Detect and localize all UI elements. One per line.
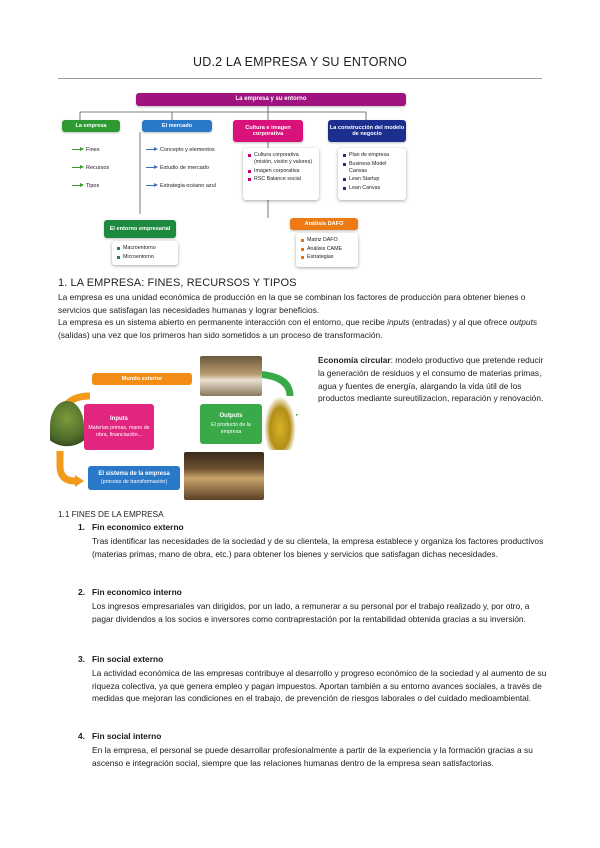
text-span: inputs [387, 317, 410, 327]
economia-circular-term: Economía circular [318, 355, 391, 365]
list-item: RSC Balance social [247, 176, 315, 183]
inputs-text: Materias primas, mano de obra, financiación... [88, 425, 150, 438]
el-mercado-list [146, 141, 216, 195]
sistema-empresa-box [88, 466, 180, 490]
list-item: Matriz DAFO [300, 237, 354, 244]
node-modelo-negocio: La construcción del modelo de negocio [328, 120, 406, 142]
node-el-mercado: El mercado [142, 120, 212, 132]
list-item: Lean Canvas [342, 185, 402, 192]
list-item: Business Model Canvas [342, 161, 402, 175]
page-title: UD.2 LA EMPRESA Y SU ENTORNO [192, 55, 407, 69]
list-item: Macroentorno [116, 245, 174, 252]
entorno-list [112, 241, 178, 265]
text-span: outputs [509, 317, 538, 327]
item-text: La actividad económica de las empresas contribuye al desarrollo y progreso económico de la sociedad y al aumento de su riqueza colectiva, ya que genera empleo y pagan impuestos. Aportan también a su entorno avances sociales, a través de medidas que mejoran las condiciones en el trabajo, de prevención de riesgos laborales o del cuidado medioambiental. [92, 668, 547, 704]
list-item: Imagen corporativa [247, 168, 315, 175]
list-item: Concepto y elementos [146, 141, 216, 159]
item-number: 3. [78, 654, 85, 664]
list-item: Análisis CAME [300, 246, 354, 253]
node-dafo: Análisis DAFO [290, 218, 358, 230]
dafo-list [296, 233, 358, 267]
inputs-title: Inputs [110, 416, 128, 423]
mundo-exterior-box: Mundo exterior [92, 373, 192, 385]
node-cultura: Cultura e imagen corporativa [233, 120, 303, 142]
outputs-box [200, 404, 262, 444]
olive-oil-bottle-image [264, 396, 296, 450]
node-entorno: El entorno empresarial [104, 220, 176, 238]
list-item: Estrategias [300, 254, 354, 261]
item-title: Fin social interno [92, 731, 162, 741]
sistema-text: (proceso de transformación) [100, 478, 168, 485]
concept-map [0, 88, 600, 268]
item-text: Tras identificar las necesidades de la sociedad y de su clientela, la empresa establece y organiza los factores productivos (materias primas, mano de obra, etc.) para obtener los bienes y servicios que satisfagan dichas necesidades. [92, 536, 544, 559]
la-empresa-list [72, 141, 109, 195]
inputs-box [84, 404, 154, 450]
node-la-empresa: La empresa [62, 120, 120, 132]
modelo-list [338, 148, 406, 200]
list-item: Estrategia océano azul [146, 177, 216, 195]
list-item: Tipos [72, 177, 109, 195]
item-number: 4. [78, 731, 85, 741]
economia-circular-definition: : modelo productivo que pretende reducir la generación de residuos y el consumo de materias primas, agua y fuentes de energía, alargando la vida útil de los productos mediante sureutilizacion, reparación y renovación. [318, 355, 544, 404]
root-node: La empresa y su entorno [136, 93, 406, 106]
economia-circular-text [318, 354, 546, 405]
list-item: Lean Startup [342, 176, 402, 183]
sistema-title: El sistema de la empresa [98, 470, 170, 477]
list-item: Plan de empresa [342, 152, 402, 159]
outputs-title: Outputs [219, 413, 243, 420]
text-span: (entradas) y al que ofrece [409, 317, 510, 327]
item-title: Fin social externo [92, 654, 164, 664]
section-1-paragraph-2 [58, 316, 548, 341]
supermarket-photo [200, 356, 262, 396]
olive-tree-image [50, 401, 84, 451]
item-number: 2. [78, 587, 85, 597]
item-text: En la empresa, el personal se puede desarrollar profesionalmente a partir de la experiencia y la formación gracias a su ascenso e integración social, siempre que las relaciones humanas dentro de la empresa sean satisfactorias. [92, 745, 533, 768]
item-title: Fin economico externo [92, 522, 184, 532]
item-title: Fin economico interno [92, 587, 182, 597]
text-span: (salidas) una vez que los primeros han sido sometidos a un proceso de transformación. [58, 329, 383, 340]
list-item: Cultura corporativa (misión, visión y valores) [247, 152, 315, 166]
item-text: Los ingresos empresariales van dirigidos, por un lado, a remunerar a su personal por el trabajo realizado y, por otro, a pagar dividendos a los socios e inversores como contraprestación por la rentabilidad obtenida gracias a su inversión. [92, 601, 530, 624]
company-system-diagram [50, 356, 310, 501]
factory-photo [184, 452, 264, 500]
outputs-text: El producto de la empresa [211, 422, 251, 435]
title-divider [58, 78, 542, 79]
section-1-heading: 1. LA EMPRESA: FINES, RECURSOS Y TIPOS [58, 277, 297, 289]
cultura-list [243, 148, 319, 200]
list-item: Estudio de mercado [146, 159, 216, 177]
item-number: 1. [78, 522, 85, 532]
section-1-1-heading: 1.1 FINES DE LA EMPRESA [58, 510, 164, 519]
section-1-paragraph-1: La empresa es una unidad económica de producción en la que se combinan los factores de producción para obtener bienes o servicios que satisfagan las necesidades humanas y lograr beneficios. [58, 292, 526, 315]
list-item: Fines [72, 141, 109, 159]
text-span: La empresa es un sistema abierto en permanente interacción con el entorno, que recibe [58, 317, 388, 327]
list-item: Microentorno [116, 254, 174, 261]
list-item: Recursos [72, 159, 109, 177]
